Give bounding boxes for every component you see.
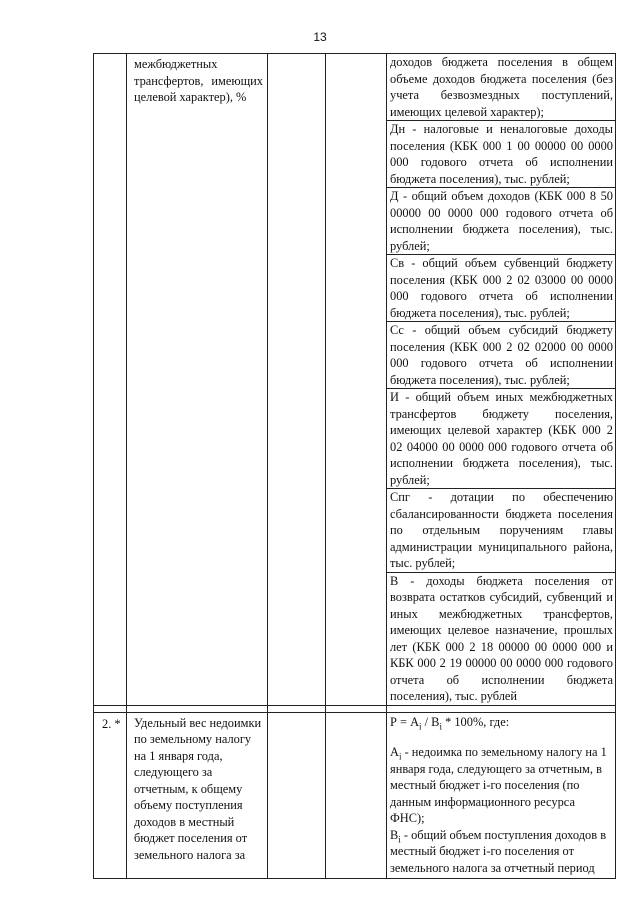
empty-cell: [268, 54, 326, 706]
formula-definition: $А_i$ - недоимка по земельному налогу на 1 января года, следующего за отчетным, в местный бюджет i-го поселения (по данным информационного ресурса ФНС);: [390, 745, 607, 825]
description-paragraph: Сс - общий объем субсидий бюджету поселения (КБК 000 2 02 02000 00 0000 000 годового отчета об исполнении бюджета поселения), тыс. рублей;: [387, 322, 615, 389]
description-paragraph: И - общий объем иных межбюджетных трансфертов бюджету поселения, имеющих целевой характер (КБК 000 2 02 04000 00 0000 000 годового отчета об исполнении бюджета поселения), тыс. рублей;: [387, 389, 615, 489]
description-paragraph: Дн - налоговые и неналоговые доходы поселения (КБК 000 1 00 00000 00 0000 000 годового отчета об исполнении бюджета поселения), тыс. рублей;: [387, 121, 615, 188]
description-paragraph: Спг - дотации по обеспечению сбалансированности бюджета поселения по отдельным поручениям главы администрации муниципального района, тыс. рублей;: [387, 489, 615, 573]
description-paragraph: Св - общий объем субвенций бюджету поселения (КБК 000 2 02 03000 00 0000 000 годового отчета об исполнении бюджета поселения), тыс. рублей;: [387, 255, 615, 322]
indicator-text: межбюджетных трансфертов, имеющих целевой характер), %: [134, 57, 263, 104]
description-cell: [387, 54, 616, 706]
description-paragraph: Д - общий объем доходов (КБК 000 8 50 00000 00 0000 000 годового отчета об исполнении бюджета поселения), тыс. рублей;: [387, 188, 615, 255]
indicator-text: Удельный вес недоимки по земельному налогу на 1 января года, следующего за отчетным, к общему объему поступления доходов в местный бюджет поселения от земельного налога за: [134, 715, 262, 862]
empty-cell: [326, 712, 387, 879]
page-number: 13: [313, 30, 327, 44]
number-cell: [94, 54, 127, 706]
description-paragraphs: [387, 54, 615, 705]
formula-definitions: [390, 744, 612, 876]
number-cell: [94, 712, 127, 879]
table-row: [94, 712, 616, 879]
formula: $Р = А_i / В_i * 100\%$, где:: [390, 714, 510, 731]
description-paragraph: В - доходы бюджета поселения от возврата остатков субсидий, субвенций и иных межбюджетных трансфертов, имеющих целевое назначение, прошлых лет (КБК 000 2 18 00000 00 0000 000 и КБК 000 2 19 00000 00 0000 000 годового отчета об исполнении бюджета поселения), тыс. рублей: [390, 573, 613, 703]
row-separator: [94, 705, 616, 712]
description-cell: [387, 712, 616, 879]
formula-definition: $В_i$ - общий объем поступления доходов в местный бюджет i-го поселения от земельного налога за отчетный период: [390, 827, 607, 875]
row-number: 2. *: [102, 716, 121, 731]
empty-cell: [326, 54, 387, 706]
description-paragraph: доходов бюджета поселения в общем объеме доходов бюджета поселения (без учета безвозмездных поступлений, имеющих целевой характер);: [387, 54, 615, 121]
indicator-cell: [127, 54, 268, 706]
empty-cell: [268, 712, 326, 879]
indicator-table: [93, 53, 616, 879]
table-row: [94, 54, 616, 706]
indicator-cell: [127, 712, 268, 879]
